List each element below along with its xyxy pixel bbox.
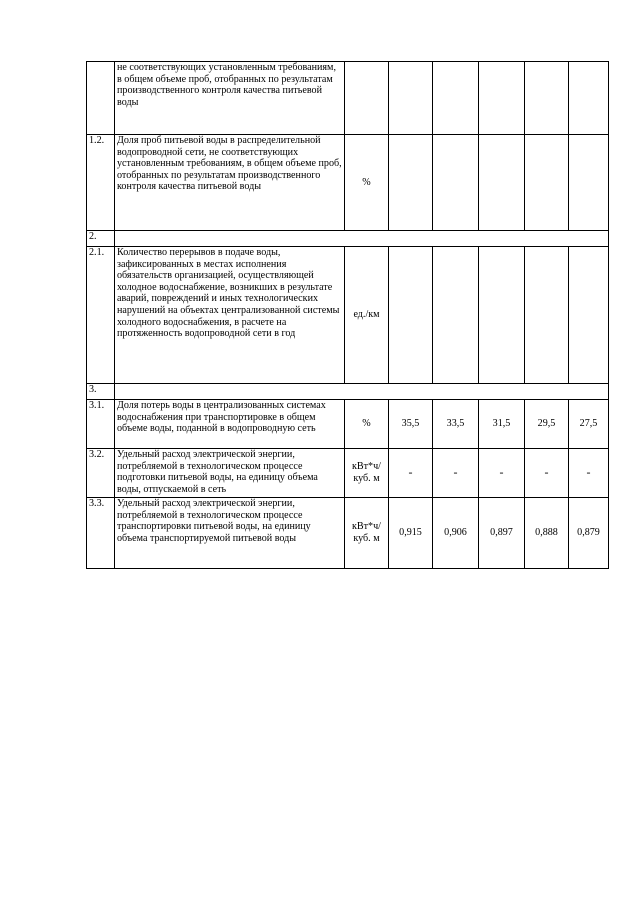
value-cell: 33,5 xyxy=(433,400,479,449)
value-cell xyxy=(525,247,569,384)
row-number: 3.1. xyxy=(87,400,115,449)
unit-cell: кВт*ч/ куб. м xyxy=(345,498,389,569)
unit-cell: % xyxy=(345,400,389,449)
section-empty-cell xyxy=(115,231,609,247)
value-cell: - xyxy=(569,449,609,498)
value-cell: - xyxy=(389,449,433,498)
value-cell xyxy=(479,135,525,231)
row-number: 2. xyxy=(87,231,115,247)
indicator-name: Удельный расход электрической энергии, потребляемой в технологическом процессе подготовки питьевой воды, на единицу объема воды, отпускаемой в сеть xyxy=(115,449,345,498)
value-cell: 35,5 xyxy=(389,400,433,449)
value-cell: 31,5 xyxy=(479,400,525,449)
section-empty-cell xyxy=(115,384,609,400)
value-cell: 0,888 xyxy=(525,498,569,569)
value-cell xyxy=(479,62,525,135)
indicator-name: не соответствующих установленным требованиям, в общем объеме проб, отобранных по результатам производственного контроля качества питьевой воды xyxy=(115,62,345,135)
value-cell xyxy=(389,135,433,231)
value-cell xyxy=(433,62,479,135)
section-row xyxy=(87,384,609,400)
unit-cell: ед./км xyxy=(345,247,389,384)
table-row xyxy=(87,247,609,384)
value-cell: - xyxy=(525,449,569,498)
value-cell: 29,5 xyxy=(525,400,569,449)
row-number: 1.2. xyxy=(87,135,115,231)
value-cell: 0,879 xyxy=(569,498,609,569)
value-cell: 0,915 xyxy=(389,498,433,569)
unit-cell: кВт*ч/ куб. м xyxy=(345,449,389,498)
value-cell: 27,5 xyxy=(569,400,609,449)
unit-cell: % xyxy=(345,135,389,231)
table-row xyxy=(87,449,609,498)
table-row xyxy=(87,62,609,135)
value-cell xyxy=(569,247,609,384)
value-cell xyxy=(433,135,479,231)
indicator-name: Удельный расход электрической энергии, потребляемой в технологическом процессе транспортировки питьевой воды, на единицу объема транспортируемой питьевой воды xyxy=(115,498,345,569)
value-cell: 0,897 xyxy=(479,498,525,569)
value-cell: - xyxy=(479,449,525,498)
table-row xyxy=(87,135,609,231)
value-cell xyxy=(569,135,609,231)
indicators-table xyxy=(86,61,609,569)
value-cell xyxy=(525,135,569,231)
indicator-name: Доля потерь воды в централизованных системах водоснабжения при транспортировке в общем объеме воды, поданной в водопроводную сеть xyxy=(115,400,345,449)
row-number: 3.3. xyxy=(87,498,115,569)
row-number: 2.1. xyxy=(87,247,115,384)
table-row xyxy=(87,498,609,569)
value-cell xyxy=(569,62,609,135)
indicator-name: Доля проб питьевой воды в распределительной водопроводной сети, не соответствующих установленным требованиям, в общем объеме проб, отобранных по результатам производственного контроля качества питьевой воды xyxy=(115,135,345,231)
value-cell xyxy=(479,247,525,384)
value-cell: 0,906 xyxy=(433,498,479,569)
table-row xyxy=(87,400,609,449)
value-cell xyxy=(389,247,433,384)
section-row xyxy=(87,231,609,247)
unit-cell xyxy=(345,62,389,135)
row-number: 3.2. xyxy=(87,449,115,498)
value-cell xyxy=(433,247,479,384)
indicator-name: Количество перерывов в подаче воды, зафиксированных в местах исполнения обязательств организацией, осуществляющей холодное водоснабжение, возникших в результате аварий, повреждений и иных технологических нарушений на объектах централизованной системы холодного водоснабжения, в расчете на протяженность водопроводной сети в год xyxy=(115,247,345,384)
row-number: 3. xyxy=(87,384,115,400)
value-cell xyxy=(525,62,569,135)
row-number xyxy=(87,62,115,135)
value-cell xyxy=(389,62,433,135)
table-body xyxy=(87,62,609,569)
value-cell: - xyxy=(433,449,479,498)
